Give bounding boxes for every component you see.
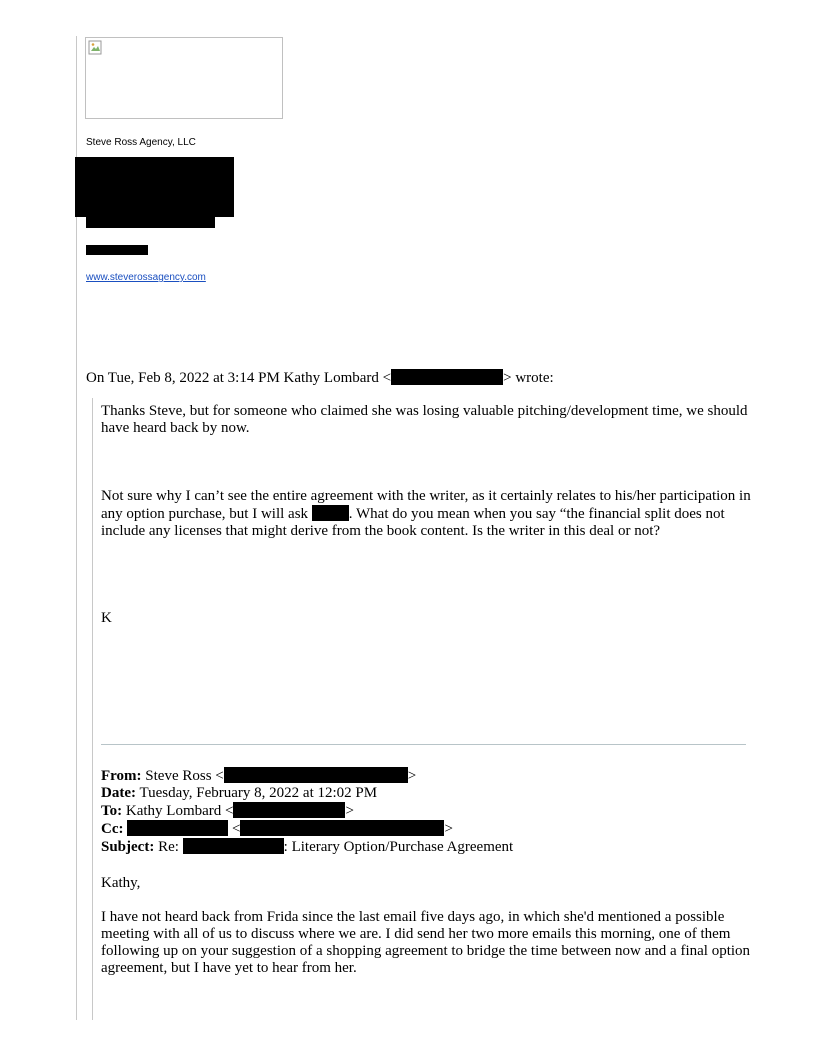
redaction-block [86,217,215,228]
para2-before: Not sure why I can’t see the entire agreement with the writer, as it certainly relates to his/her participation in any option purchase, but I will ask [101,488,751,522]
redacted-email [224,767,408,783]
forwarded-header [101,767,513,856]
header-cc-row [101,820,513,838]
subject-prefix: Re: [158,839,179,855]
inner-quote-rule [92,398,93,1020]
quoted-paragraph-1: Thanks Steve, but for someone who claimed she was losing valuable pitching/development time, we should have heard back by now. [101,403,748,436]
redacted-name [183,838,284,854]
redacted-email [391,369,503,385]
header-to-row [101,802,513,820]
reply-attribution [86,369,554,387]
date-label: Date: [101,785,136,801]
original-greeting: Kathy, [101,875,141,891]
redacted-name [312,505,349,521]
from-name: Steve Ross < [145,768,224,784]
cc-label: Cc: [101,821,124,837]
date-value: Tuesday, February 8, 2022 at 12:02 PM [139,785,378,801]
agency-website-link[interactable]: www.steverossagency.com [86,272,206,283]
original-body: I have not heard back from Frida since the last email five days ago, in which she'd mentioned a possible meeting with all of us to discuss where we are. I did send her two more emails this morning, one of them following up on your suggestion of a shopping agreement to bridge the time between now and a final option agreement, but I have yet to hear from her. [101,909,751,976]
redacted-email [240,820,444,836]
quoted-signoff: K [101,610,112,626]
attribution-prefix: On Tue, Feb 8, 2022 at 3:14 PM Kathy Lombard < [86,370,392,386]
to-close: > [345,803,354,819]
cc-close: > [444,821,453,837]
message-divider [101,744,746,745]
from-close: > [407,768,417,784]
redacted-name [127,820,228,836]
para2-after: . What do you mean when you say “the financial split does not include any licenses that might derive from the book content. Is the writer in this deal or not? [101,506,725,539]
agency-logo-image [85,37,283,119]
to-label: To: [101,803,123,819]
subject-suffix: : Literary Option/Purchase Agreement [283,839,514,855]
header-date-row [101,785,513,802]
redaction-block [75,157,234,217]
header-from-row [101,767,513,785]
broken-image-icon [88,40,104,56]
from-label: From: [101,768,142,784]
cc-open: < [232,821,241,837]
subject-label: Subject: [101,839,155,855]
redacted-email [233,802,345,818]
redaction-block [86,245,148,255]
quoted-paragraph-2 [101,488,751,540]
header-subject-row [101,838,513,856]
to-name: Kathy Lombard < [125,803,234,819]
agency-name: Steve Ross Agency, LLC [86,137,196,148]
attribution-suffix: > wrote: [503,370,554,386]
